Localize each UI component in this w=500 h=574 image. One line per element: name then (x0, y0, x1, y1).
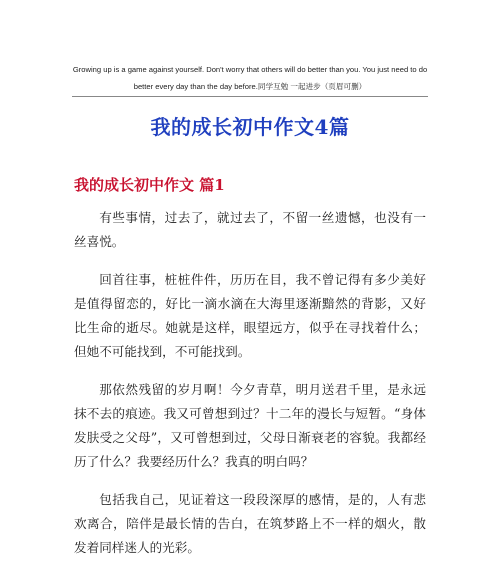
paragraph: 包括我自己，见证着这一段段深厚的感情，是的，人有悲欢离合，陪伴是最长情的告白，在筑梦路上不一样的烟火，散发着同样迷人的光彩。 (74, 492, 426, 555)
article-body (74, 206, 426, 574)
page-header: Growing up is a game against yourself. Don't worry that others will do better than you. You just need to do better every day than the day before.同学互勉 一起进步（页眉可删） (72, 65, 428, 91)
paragraph: 有些事情，过去了，就过去了，不留一丝遗憾，也没有一丝喜悦。 (74, 210, 426, 249)
paragraph: 回首往事，桩桩件件，历历在目，我不曾记得有多少美好是值得留恋的，好比一滴水滴在大海里逐渐黯然的背影，又好比生命的逝尽。她就是这样，眼望远方，似乎在寻找着什么；但她不可能找到，不可能找到。 (74, 272, 426, 359)
section-heading: 我的成长初中作文 篇1 (74, 176, 225, 194)
paragraph: 那依然残留的岁月啊！今夕青草，明月送君千里，是永远抹不去的痕迹。我又可曾想到过？十二年的漫长与短暂。“身体发肤受之父母”，又可曾想到过，父母日渐衰老的容貌。我都经历了什么？我要经历什么？我真的明白吗？ (74, 382, 426, 469)
header-divider (72, 96, 428, 97)
document-title: 我的成长初中作文4篇 (150, 115, 350, 139)
